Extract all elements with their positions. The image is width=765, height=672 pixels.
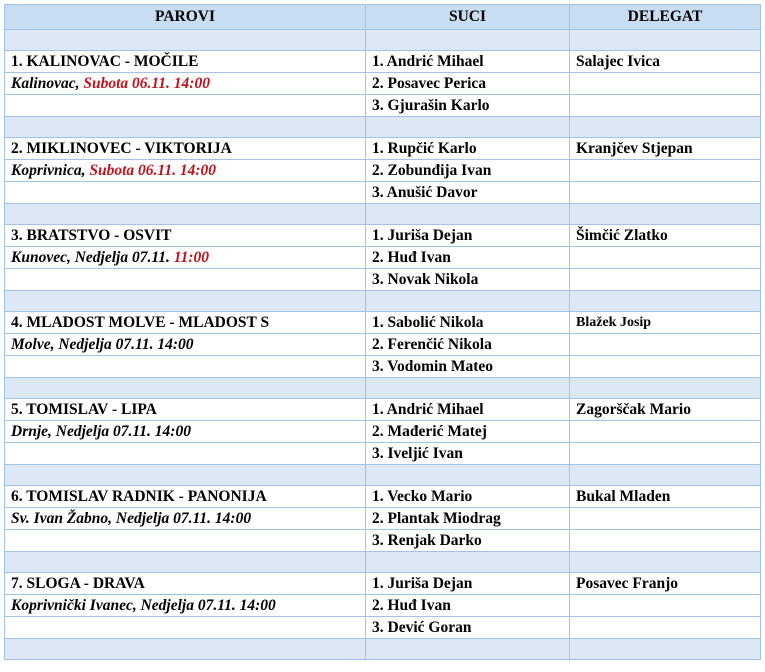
match-venue — [5, 595, 366, 617]
referee-1: 1. Andrić Mihael — [366, 399, 570, 421]
match-title-row — [5, 225, 761, 247]
venue-place: Koprivnički Ivanec, Nedjelja 07.11. 14:00 — [11, 596, 276, 614]
separator-row — [5, 30, 761, 51]
referee-1: 1. Vecko Mario — [366, 486, 570, 508]
match-extra-row — [5, 443, 761, 465]
match-venue-row — [5, 334, 761, 356]
delegate-name: Salajec Ivica — [570, 51, 761, 73]
separator-row — [5, 378, 761, 399]
match-title: 3. BRATSTVO - OSVIT — [5, 225, 366, 247]
venue-place: Drnje, Nedjelja 07.11. 14:00 — [11, 422, 191, 440]
referee-3: 3. Novak Nikola — [366, 269, 570, 291]
match-title-row — [5, 138, 761, 160]
match-venue-row — [5, 595, 761, 617]
match-extra-row — [5, 356, 761, 378]
delegate-name: Zagorščak Mario — [570, 399, 761, 421]
venue-time: 11:00 — [173, 248, 210, 266]
venue-place: Koprivnica, — [11, 161, 90, 179]
header-parovi: PAROVI — [5, 5, 366, 30]
venue-place: Molve, Nedjelja 07.11. 14:00 — [11, 335, 194, 353]
referee-1: 1. Rupčić Karlo — [366, 138, 570, 160]
venue-place: Kalinovac, — [11, 74, 84, 92]
match-title-row — [5, 486, 761, 508]
referee-2: 2. Plantak Miodrag — [366, 508, 570, 530]
match-venue-row — [5, 247, 761, 269]
match-venue — [5, 247, 366, 269]
venue-place: Kunovec, Nedjelja 07.11. — [11, 248, 174, 266]
match-title: 1. KALINOVAC - MOČILE — [5, 51, 366, 73]
match-title-row — [5, 399, 761, 421]
referee-2: 2. Zobunđija Ivan — [366, 160, 570, 182]
match-extra-row — [5, 182, 761, 204]
match-title: 7. SLOGA - DRAVA — [5, 573, 366, 595]
referee-3: 3. Iveljić Ivan — [366, 443, 570, 465]
match-title-row — [5, 312, 761, 334]
referee-1: 1. Juriša Dejan — [366, 573, 570, 595]
referee-3: 3. Gjurašin Karlo — [366, 95, 570, 117]
referee-2: 2. Ferenčić Nikola — [366, 334, 570, 356]
delegate-name: Kranjčev Stjepan — [570, 138, 761, 160]
match-extra-row — [5, 530, 761, 552]
delegate-name: Šimčić Zlatko — [570, 225, 761, 247]
match-venue — [5, 508, 366, 530]
match-title-row — [5, 573, 761, 595]
separator-row — [5, 465, 761, 486]
schedule-document — [4, 4, 760, 660]
referee-2: 2. Huđ Ivan — [366, 595, 570, 617]
referee-3: 3. Anušić Davor — [366, 182, 570, 204]
match-extra-row — [5, 617, 761, 639]
delegate-name: Posavec Franjo — [570, 573, 761, 595]
referee-1: 1. Andrić Mihael — [366, 51, 570, 73]
referee-3: 3. Renjak Darko — [366, 530, 570, 552]
referee-3: 3. Dević Goran — [366, 617, 570, 639]
delegate-name: Bukal Mladen — [570, 486, 761, 508]
separator-row — [5, 639, 761, 660]
header-delegat: DELEGAT — [570, 5, 761, 30]
referee-2: 2. Posavec Perica — [366, 73, 570, 95]
match-venue-row — [5, 508, 761, 530]
separator-row — [5, 291, 761, 312]
match-venue — [5, 73, 366, 95]
referee-1: 1. Juriša Dejan — [366, 225, 570, 247]
venue-time: Subota 06.11. 14:00 — [89, 161, 216, 179]
venue-place: Sv. Ivan Žabno, Nedjelja 07.11. 14:00 — [11, 509, 252, 527]
match-venue — [5, 421, 366, 443]
match-extra-row — [5, 269, 761, 291]
venue-time: Subota 06.11. 14:00 — [83, 74, 210, 92]
header-row — [5, 5, 761, 30]
separator-row — [5, 117, 761, 138]
match-venue-row — [5, 73, 761, 95]
separator-row — [5, 204, 761, 225]
referee-3: 3. Vodomin Mateo — [366, 356, 570, 378]
header-suci: SUCI — [366, 5, 570, 30]
match-venue — [5, 334, 366, 356]
delegate-name: Blažek Josip — [570, 312, 761, 334]
match-title: 5. TOMISLAV - LIPA — [5, 399, 366, 421]
match-venue-row — [5, 160, 761, 182]
match-title-row — [5, 51, 761, 73]
referee-1: 1. Sabolić Nikola — [366, 312, 570, 334]
match-extra-row — [5, 95, 761, 117]
match-title: 2. MIKLINOVEC - VIKTORIJA — [5, 138, 366, 160]
match-title: 6. TOMISLAV RADNIK - PANONIJA — [5, 486, 366, 508]
referee-2: 2. Huđ Ivan — [366, 247, 570, 269]
separator-row — [5, 552, 761, 573]
schedule-table — [4, 4, 761, 660]
match-venue-row — [5, 421, 761, 443]
match-venue — [5, 160, 366, 182]
referee-2: 2. Mađerić Matej — [366, 421, 570, 443]
match-title: 4. MLADOST MOLVE - MLADOST S — [5, 312, 366, 334]
